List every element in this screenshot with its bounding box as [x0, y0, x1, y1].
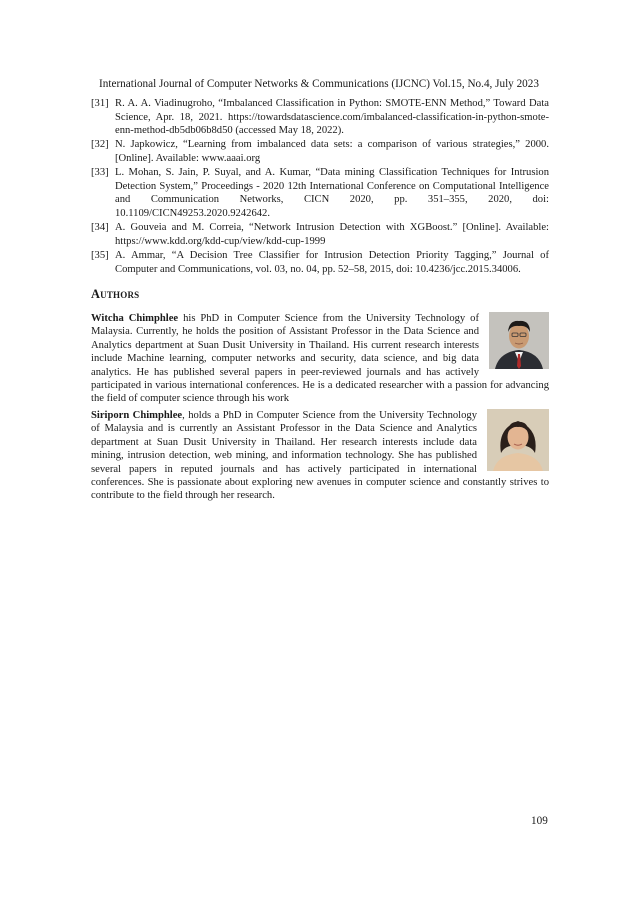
reference-list — [91, 97, 549, 277]
author-name: Siriporn Chimphlee — [91, 410, 183, 421]
author-paragraph — [91, 409, 549, 503]
authors-heading: Authors — [91, 287, 140, 301]
reference-number: [34] — [91, 222, 109, 234]
reference-text: R. A. A. Viadinugroho, “Imbalanced Classification in Python: SMOTE-ENN Method,” Toward Data Science, Apr. 18, 2021. https://towardsdatascience.com/imbalanced-classification-in-python-smote-enn-method-db5db06b8d50 (accessed May 18, 2022). — [115, 98, 549, 137]
reference-item — [91, 97, 549, 138]
author-photo — [489, 312, 549, 369]
reference-number: [32] — [91, 139, 109, 151]
reference-text: A. Ammar, “A Decision Tree Classifier for Intrusion Detection Priority Tagging,” Journal of Computer and Communications, vol. 03, no. 04, pp. 52–58, 2015, doi: 10.4236/jcc.2015.34006. — [115, 249, 549, 275]
reference-item — [91, 249, 549, 276]
reference-item — [91, 166, 549, 220]
author-bio-text: his PhD in Computer Science from the University Technology of Malaysia. Currently, he holds the position of Assistant Professor in the Data Science and Analytics department at Suan Dusit University in Thailand. His current research interests include Machine learning, computer networks and security, data science, and big data analytics. He has published several papers in peer-reviewed journals and has actively participated in various international conferences. He is a dedicated researcher with a passion for advancing the field of computer science through his work — [91, 313, 549, 405]
reference-number: [31] — [91, 98, 109, 109]
reference-item — [91, 138, 549, 165]
author-bio-1 — [91, 312, 549, 406]
reference-item — [91, 221, 549, 248]
author-name: Witcha Chimphlee — [91, 313, 179, 324]
reference-number: [33] — [91, 167, 109, 179]
reference-text: N. Japkowicz, “Learning from imbalanced data sets: a comparison of various strategies,” 2000. [Online]. Available: www.aaai.org — [115, 139, 549, 164]
reference-text: A. Gouveia and M. Correia, “Network Intrusion Detection with XGBoost.” [Online]. Available: https://www.kdd.org/kdd-cup/view/kdd-cup-1999 — [115, 222, 549, 247]
author-bio-text: , holds a PhD in Computer Science from the University Technology of Malaysia and is currently an Assistant Professor in the Data Science and Analytics department at Suan Dusit University in Thailand. Her research interests include data mining, intrusion detection, web mining, and information technology. She has published several papers in reputed journals and has actively participated in international conferences. She is passionate about exploring new avenues in computer science and constantly strives to contribute to the field through her research. — [91, 410, 549, 502]
reference-text: L. Mohan, S. Jain, P. Suyal, and A. Kumar, “Data mining Classification Techniques for Intrusion Detection System,” Proceedings - 2020 12th International Conference on Computational Intelligence and Communication Networks, CICN 2020, pp. 351–355, 2020, doi: 10.1109/CICN49253.2020.9242642. — [115, 167, 549, 219]
reference-number: [35] — [91, 249, 109, 261]
page-number: 109 — [531, 815, 548, 827]
author-photo — [487, 409, 549, 471]
running-header: International Journal of Computer Networks & Communications (IJCNC) Vol.15, No.4, July 2023 — [99, 78, 539, 90]
author-paragraph — [91, 312, 549, 406]
author-bio-2 — [91, 409, 549, 503]
